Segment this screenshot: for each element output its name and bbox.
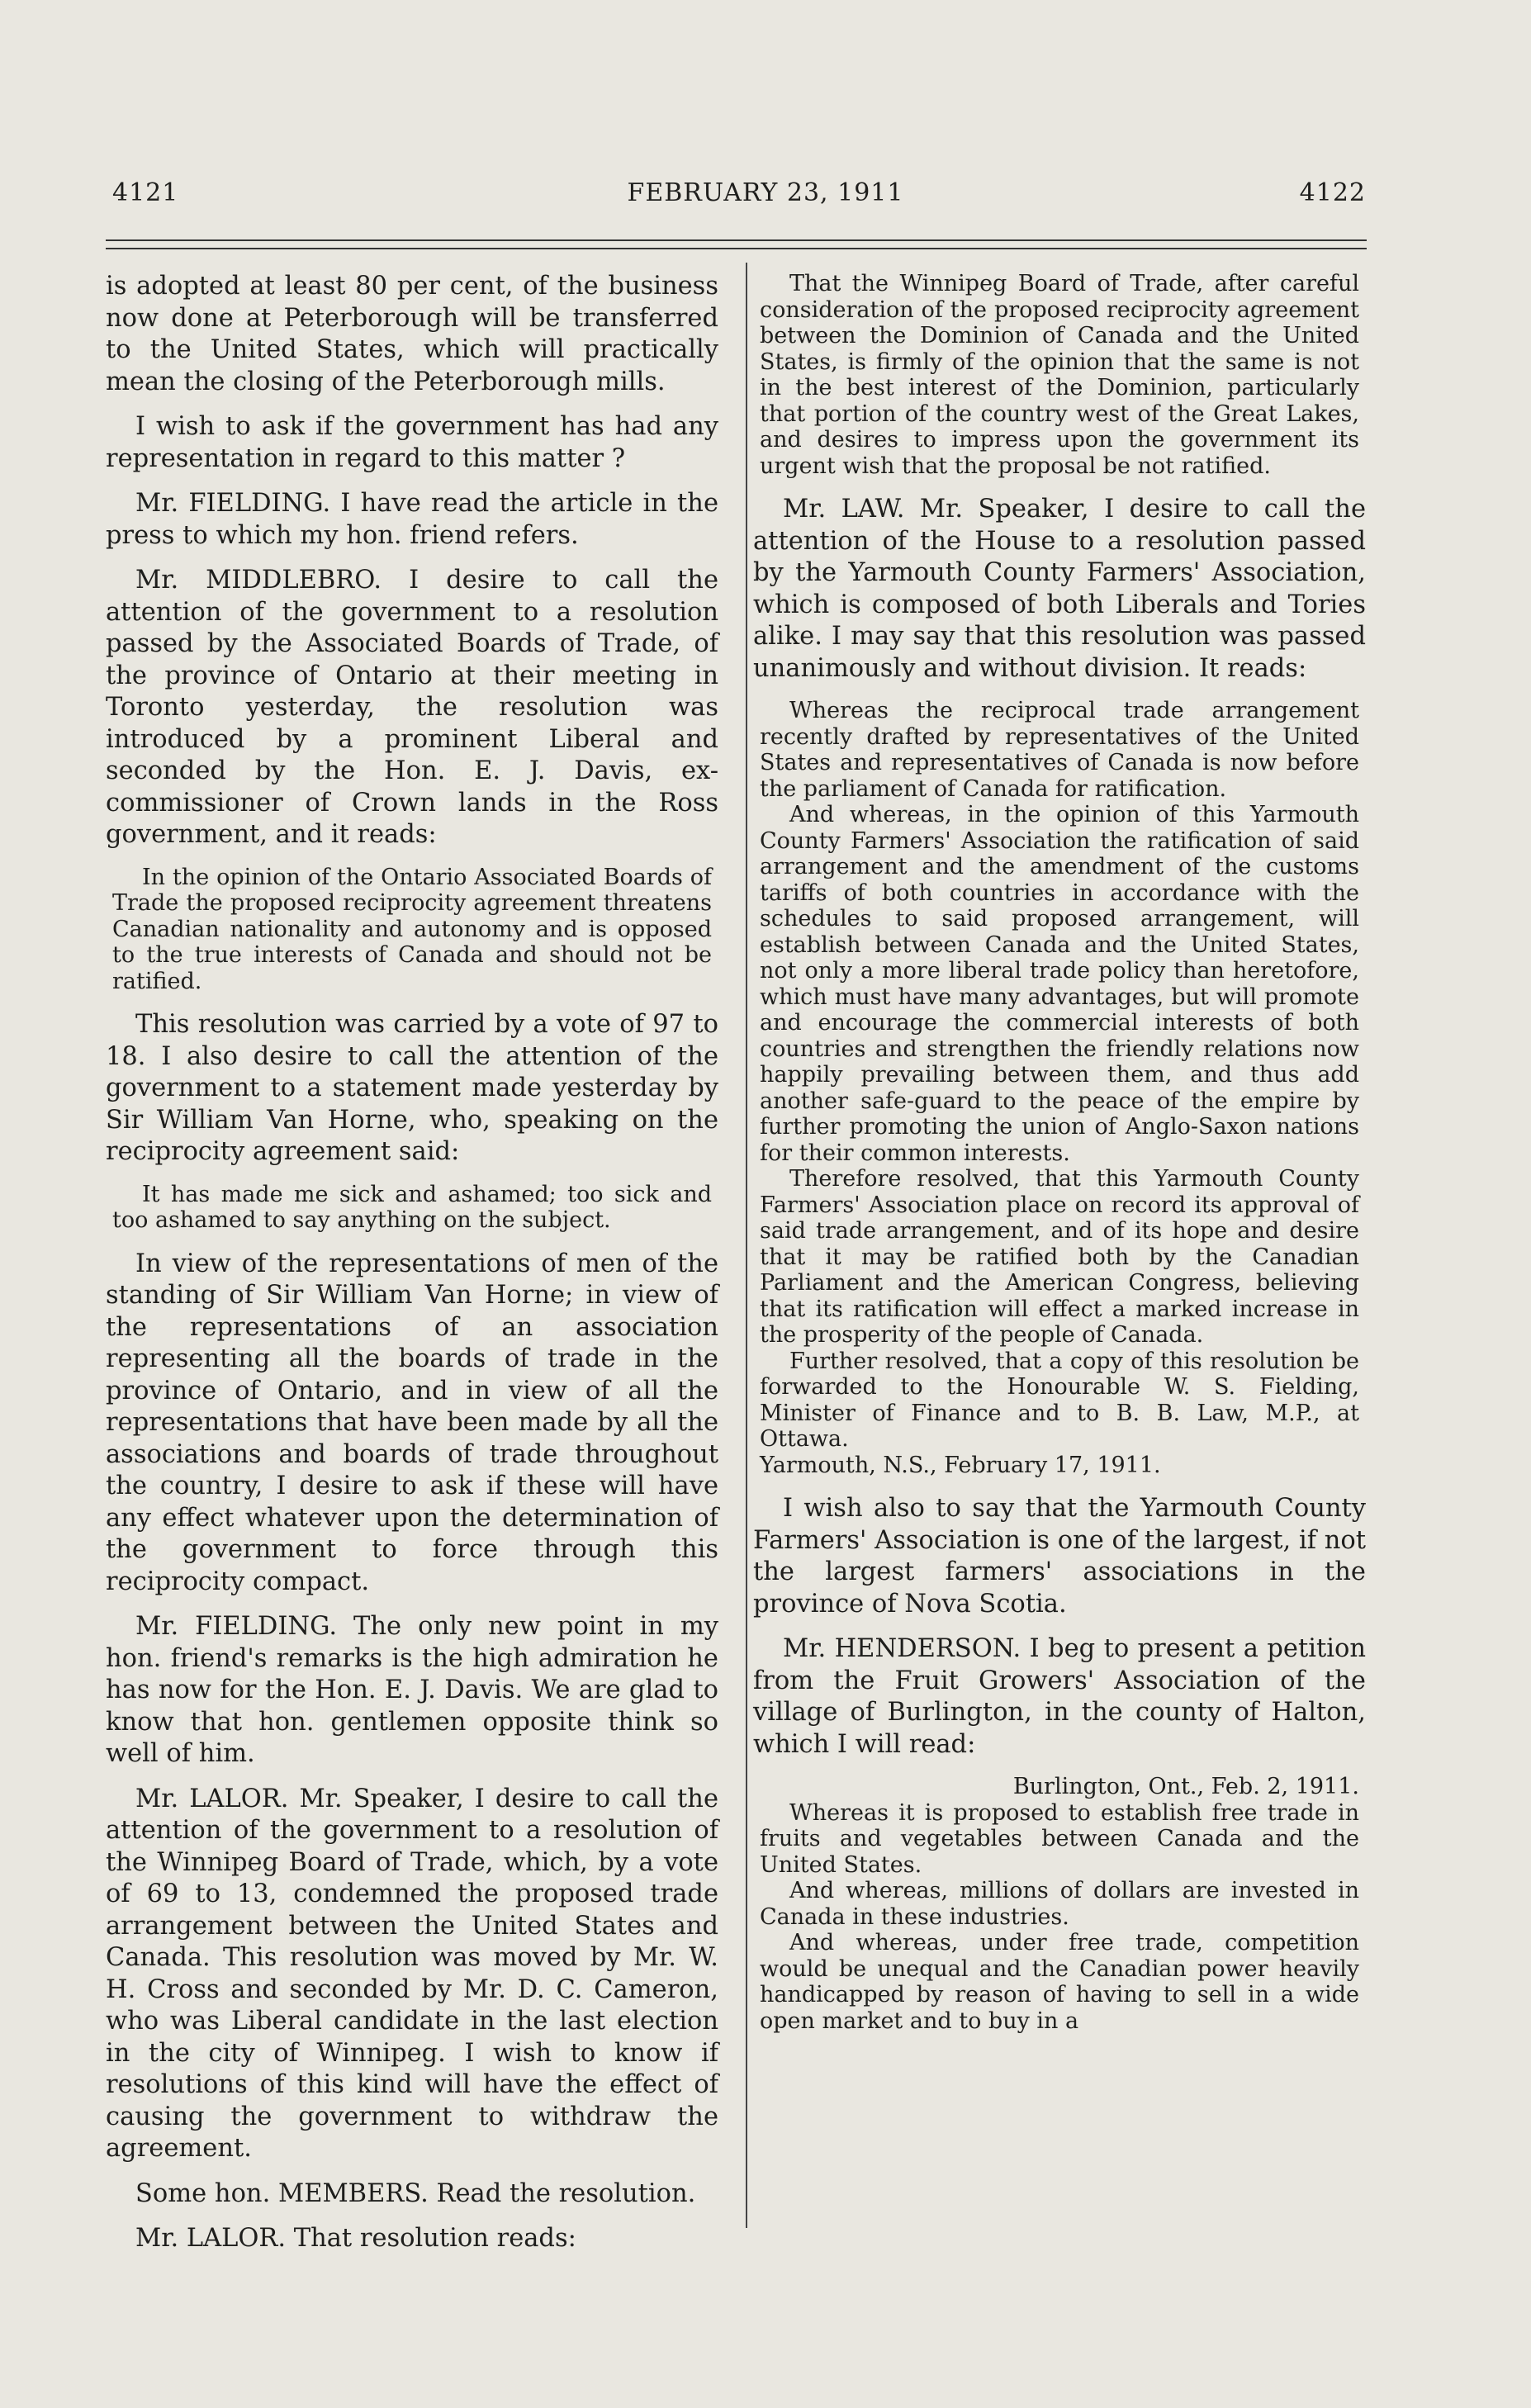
paragraph: In view of the representations of men of the standing of Sir William Van Horne; in view of the representations of an association representing all the boards of trade in the province of Ontario, and in view of all the representations that have been made by all the associations and boards of trade throughout the country, I desire to ask if these will have any effect whatever upon the determination of the government to force through this reciprocity compact. — [106, 1249, 718, 1596]
quoted-resolution: And whereas, in the opinion of this Yarmouth County Farmers' Association the ratification of said arrangement and the amendment of the customs tariffs of both countries in accordance with the schedules to said proposed arrangement, will establish between Canada and the United States, not only a more liberal trade policy than heretofore, which must have many advantages, but will promote and encourage the commercial interests of both countries and strengthen the friendly relations now happily prevailing between them, and thus add another safe-guard to the peace of the empire by further promoting the union of Anglo-Saxon nations for their common interests. — [760, 802, 1359, 1166]
quoted-resolution: In the opinion of the Ontario Associated Boards of Trade the proposed reciprocity agreement threatens Canadian nationality and autonomy and is opposed to the true interests of Canada and should not be ratified. — [112, 864, 712, 994]
quoted-resolution: Further resolved, that a copy of this resolution be forwarded to the Honourable W. S. Fielding, Minister of Finance and to B. B. Law, M.P., at Ottawa. — [760, 1348, 1359, 1452]
quoted-petition: And whereas, under free trade, competition would be unequal and the Canadian power heavily handicapped by reason of having to sell in a wide open market and to buy in a — [760, 1930, 1359, 2034]
quoted-resolution: That the Winnipeg Board of Trade, after careful consideration of the proposed reciprocity agreement between the Dominion of Canada and the United States, is firmly of the opinion that the same is not in the best interest of the Dominion, particularly that portion of the country west of the Great Lakes, and desires to impress upon the government its urgent wish that the proposal be not ratified. — [760, 271, 1359, 479]
quoted-dateline: Burlington, Ont., Feb. 2, 1911. — [1012, 1774, 1359, 1799]
paragraph: This resolution was carried by a vote of 97 to 18. I also desire to call the attention of the government to a statement made yesterday by Sir William Van Horne, who, speaking on the reciprocity agreement said: — [106, 1010, 718, 1166]
left-column — [106, 271, 718, 2268]
paragraph: Mr. MIDDLEBRO. I desire to call the attention of the government to a resolution passed by the Associated Boards of Trade, of the province of Ontario at their meeting in Toronto yesterday, the resolution was introduced by a prominent Liberal and seconded by the Hon. E. J. Davis, ex-commissioner of Crown lands in the Ross government, and it reads: — [106, 566, 718, 849]
paragraph: Mr. FIELDING. The only new point in my hon. friend's remarks is the high admiration he has now for the Hon. E. J. Davis. We are glad to know that hon. gentlemen opposite think so well of him. — [106, 1612, 718, 1768]
paragraph: Mr. HENDERSON. I beg to present a petition from the Fruit Growers' Association of the village of Burlington, in the county of Halton, which I will read: — [753, 1634, 1366, 1759]
paragraph: Mr. LAW. Mr. Speaker, I desire to call the attention of the House to a resolution passed by the Yarmouth County Farmers' Association, which is composed of both Liberals and Tories alike. I may say that this resolution was passed unanimously and without division. It reads: — [753, 495, 1366, 683]
page-number-left: 4121 — [112, 178, 179, 207]
quoted-petition: Whereas it is proposed to establish free trade in fruits and vegetables between Canada and the United States. — [760, 1799, 1359, 1878]
paragraph: Mr. LALOR. That resolution reads: — [135, 2224, 576, 2253]
paragraph: I wish also to say that the Yarmouth County Farmers' Association is one of the largest, if not the largest farmers' associations in the province of Nova Scotia. — [753, 1494, 1366, 1619]
quoted-statement: It has made me sick and ashamed; too sick and too ashamed to say anything on the subject. — [112, 1181, 712, 1233]
quoted-petition: And whereas, millions of dollars are invested in Canada in these industries. — [760, 1878, 1359, 1930]
paragraph: Some hon. MEMBERS. Read the resolution. — [135, 2178, 696, 2208]
paragraph: is adopted at least 80 per cent, of the business now done at Peterborough will be transferred to the United States, which will practically mean the closing of the Peterborough mills. — [106, 272, 718, 396]
right-column — [753, 271, 1366, 2034]
quoted-resolution: Whereas the reciprocal trade arrangement recently drafted by representatives of the United States and representatives of Canada is now before the parliament of Canada for ratification. — [760, 698, 1359, 802]
quoted-dateline: Yarmouth, N.S., February 17, 1911. — [760, 1452, 1161, 1478]
page-number-right: 4122 — [1299, 178, 1366, 207]
paragraph: I wish to ask if the government has had any representation in regard to this matter ? — [106, 412, 718, 473]
header-rule-top — [106, 239, 1367, 241]
paragraph: Mr. LALOR. Mr. Speaker, I desire to call the attention of the government to a resolution of the Winnipeg Board of Trade, which, by a vote of 69 to 13, condemned the proposed trade arrangement between the United States and Canada. This resolution was moved by Mr. W. H. Cross and seconded by Mr. D. C. Cameron, who was Liberal candidate in the last election in the city of Winnipeg. I wish to know if resolutions of this kind will have the effect of causing the government to withdraw the agreement. — [106, 1784, 718, 2163]
paragraph: Mr. FIELDING. I have read the article in the press to which my hon. friend refers. — [106, 489, 718, 550]
quoted-resolution: Therefore resolved, that this Yarmouth County Farmers' Association place on record its approval of said trade arrangement, and of its hope and desire that it may be ratified both by the Canadian Parliament and the American Congress, believing that its ratification will effect a marked increase in the prosperity of the people of Canada. — [760, 1166, 1359, 1348]
header-rule-bottom — [106, 248, 1367, 249]
page-date: FEBRUARY 23, 1911 — [627, 178, 904, 207]
column-divider — [746, 263, 747, 2228]
